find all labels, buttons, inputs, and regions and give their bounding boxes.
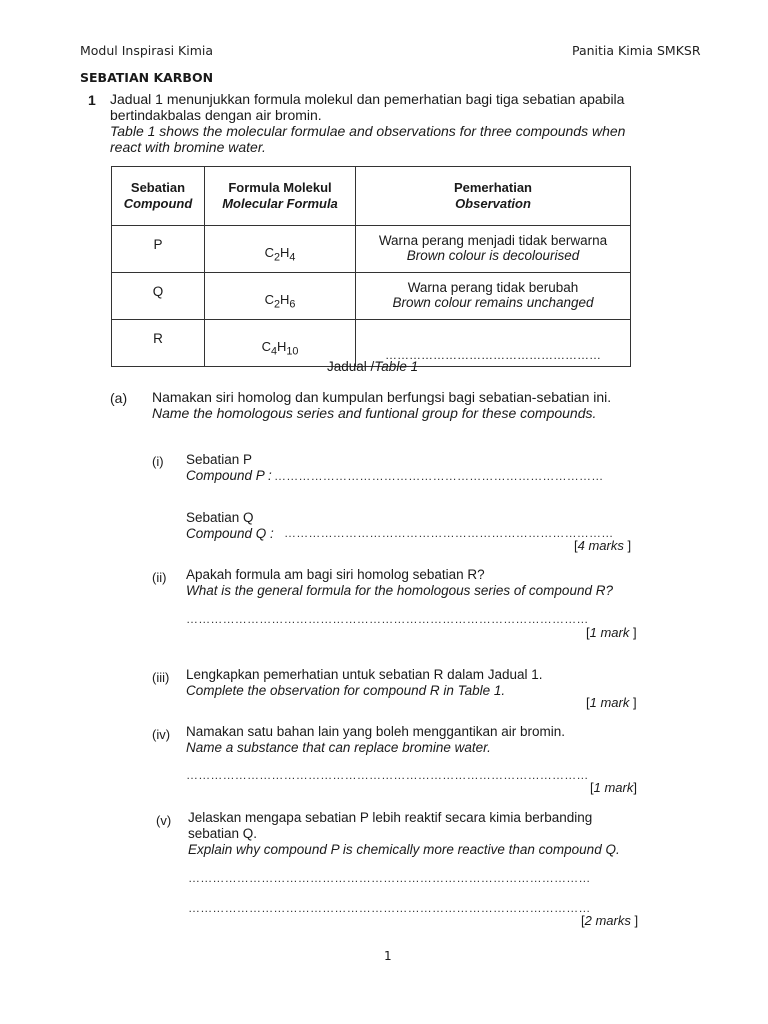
compound-label: Q [152, 284, 164, 299]
sub-iii-number: (iii) [152, 670, 170, 685]
answer-blank[interactable]: ……………………………………………… [385, 348, 601, 362]
sub-ii-number: (ii) [152, 570, 167, 585]
caption-ms: Jadual / [327, 359, 375, 374]
marks-sub-i: [4 marks ] [574, 538, 632, 553]
marks-sub-ii: [1 mark ] [586, 625, 637, 640]
sub-v-en: Explain why compound P is chemically more reactive than compound Q. [188, 842, 620, 857]
sub-i-number: (i) [152, 454, 164, 469]
table-row [112, 273, 631, 320]
question-number: 1 [88, 92, 96, 108]
sub-i-p-en: Compound P : [186, 468, 272, 483]
table-caption [327, 359, 418, 374]
sub-ii-en: What is the general formula for the homologous series of compound R? [186, 583, 613, 598]
marks-sub-iii: [1 mark ] [586, 695, 637, 710]
sub-i-p-ms: Sebatian P [186, 452, 253, 467]
answer-blank-ii[interactable]: ……………………………………………………………………………………… [186, 612, 589, 626]
sub-v-ms: Jelaskan mengapa sebatian P lebih reaktif secara kimia berbanding sebatian Q. [188, 810, 593, 841]
header-formula-ms: Formula Molekul [228, 180, 332, 195]
answer-blank-q[interactable]: ……………………………………………………………………… [284, 526, 614, 540]
part-a-text [152, 389, 632, 421]
row-p-compound [112, 226, 205, 273]
answer-blank-v-2[interactable]: ……………………………………………………………………………………… [188, 901, 591, 915]
question-intro [110, 91, 640, 155]
molecular-formula: $C_2H_4$ [264, 245, 296, 264]
molecular-formula: $C_4H_{10}$ [261, 339, 299, 358]
part-a-en: Name the homologous series and funtional group for these compounds. [152, 405, 597, 421]
molecular-formula: $C_2H_6$ [264, 292, 296, 311]
header-observation-en: Observation [455, 196, 531, 211]
header-compound-en: Compound [123, 196, 193, 211]
compound-table [111, 166, 631, 367]
header-right: Panitia Kimia SMKSR [572, 43, 701, 58]
answer-blank-p[interactable]: ……………………………………………………………………… [274, 469, 604, 483]
answer-blank-iv[interactable]: ……………………………………………………………………………………… [186, 768, 589, 782]
row-r-compound [112, 320, 205, 367]
sub-iv-ms: Namakan satu bahan lain yang boleh menggantikan air bromin. [186, 724, 565, 739]
intro-malay: Jadual 1 menunjukkan formula molekul dan pemerhatian bagi tiga sebatian apabila bertindakbalas dengan air bromin. [110, 91, 625, 123]
header-observation-ms: Pemerhatian [453, 180, 533, 195]
sub-ii-ms: Apakah formula am bagi siri homolog sebatian R? [186, 567, 485, 582]
sub-i-q-en: Compound Q : [186, 526, 274, 541]
marks-sub-v: [2 marks ] [581, 913, 639, 928]
header-observation [356, 167, 631, 226]
table-row [112, 226, 631, 273]
row-q-formula [205, 273, 356, 320]
row-p-observation [356, 226, 631, 273]
part-a-label: (a) [110, 390, 128, 406]
sub-iv-number: (iv) [152, 727, 171, 742]
caption-en: Table 1 [374, 359, 419, 374]
part-a-ms: Namakan siri homolog dan kumpulan berfungsi bagi sebatian-sebatian ini. [152, 389, 612, 405]
header-formula-en: Molecular Formula [222, 196, 338, 211]
marks-sub-iv: [1 mark] [590, 780, 637, 795]
header-formula [205, 167, 356, 226]
intro-english: Table 1 shows the molecular formulae and observations for three compounds when react with bromine water. [110, 123, 626, 155]
row-q-compound [112, 273, 205, 320]
header-left: Modul Inspirasi Kimia [80, 43, 214, 58]
sub-iv-en: Name a substance that can replace bromine water. [186, 740, 491, 755]
table-header-row [112, 167, 631, 226]
observation-text: Warna perang tidak berubah Brown colour remains unchanged [392, 280, 594, 310]
compound-label: R [153, 331, 163, 346]
header-compound [112, 167, 205, 226]
row-q-observation [356, 273, 631, 320]
section-title: SEBATIAN KARBON [80, 70, 214, 85]
answer-blank-v-1[interactable]: ……………………………………………………………………………………… [188, 871, 591, 885]
sub-iii-ms: Lengkapkan pemerhatian untuk sebatian R dalam Jadual 1. [186, 667, 543, 682]
compound-label: P [153, 237, 163, 252]
header-compound-ms: Sebatian [130, 180, 186, 195]
row-p-formula [205, 226, 356, 273]
sub-i-q-ms: Sebatian Q [186, 510, 254, 525]
observation-text: Warna perang menjadi tidak berwarna Brown colour is decolourised [378, 233, 608, 263]
sub-v-number: (v) [156, 813, 172, 828]
page-number: 1 [384, 949, 392, 963]
sub-iii-en: Complete the observation for compound R in Table 1. [186, 683, 506, 698]
